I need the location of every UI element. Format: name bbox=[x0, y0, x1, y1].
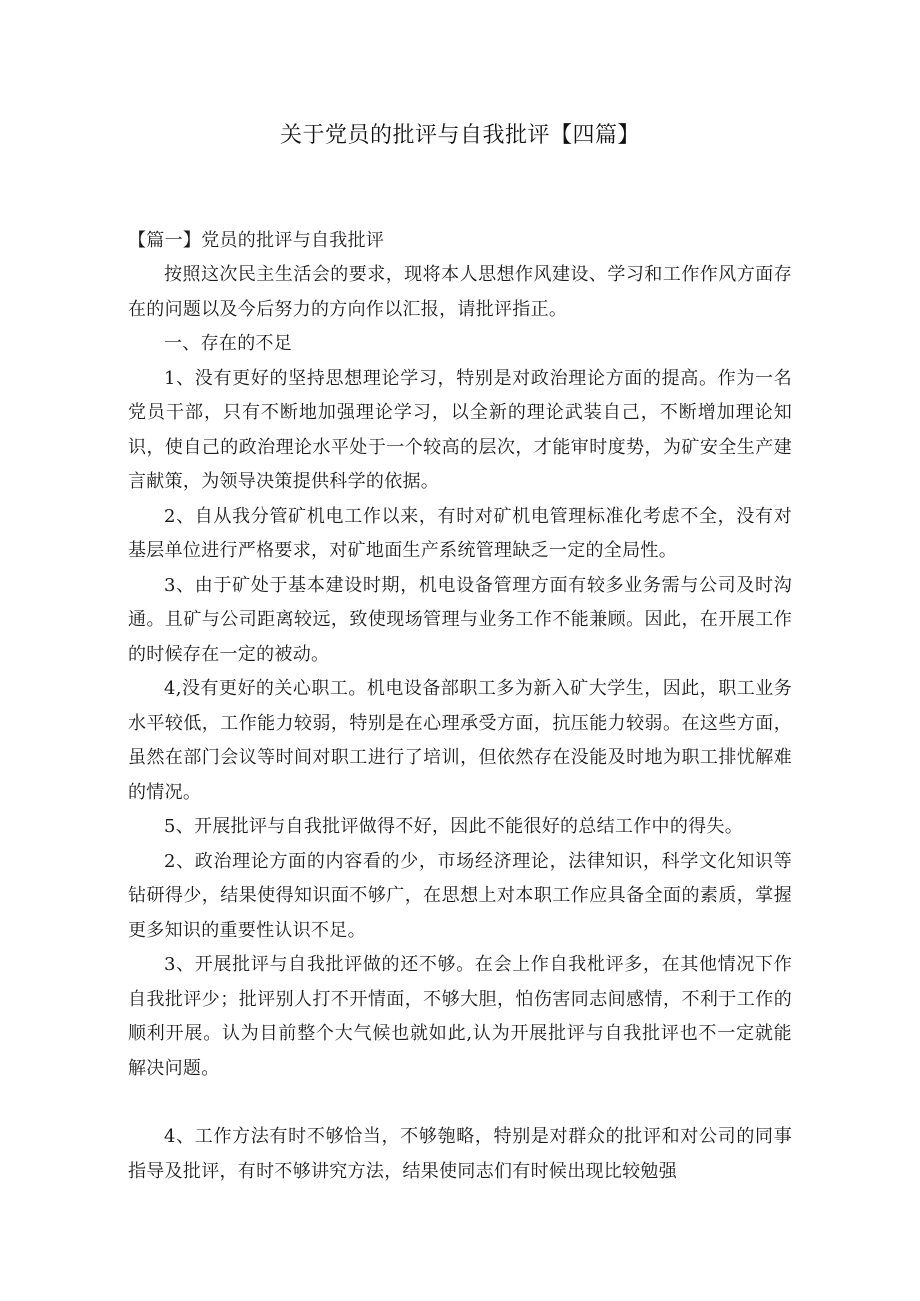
document-title: 关于党员的批评与自我批评【四篇】 bbox=[279, 123, 640, 148]
document-body bbox=[128, 224, 792, 1189]
paragraph-item-1: 1、没有更好的坚持思想理论学习，特别是对政治理论方面的提高。作为一名党员干部，只有不断地加强理论学习，以全新的理论武装自己，不断增加理论知识，使自己的政治理论水平处于一个较高的层次，才能审时度势，为矿安全生产建言献策，为领导决策提供科学的依据。 bbox=[128, 367, 792, 492]
paragraph-item-3b: 3、开展批评与自我批评做的还不够。在会上作自我枇评多，在其他情况下作自我批评少；批评别人打不开情面，不够大胆，怕伤害同志间感情，不利于工作的顺利开展。认为目前整个大气候也就如此,认为开展批评与自我批评也不一定就能解决问题。 bbox=[128, 954, 792, 1079]
paragraph-item-5: 5、开展批评与自我批评做得不好，因此不能很好的总结工作中的得失。 bbox=[164, 816, 744, 837]
paragraph-item-4b: 4、工作方法有时不够恰当，不够匏略，特别是对群众的批评和对公司的同事指导及批评，有时不够讲究方法，结果使同志们有时候出现比较勉强 bbox=[128, 1126, 792, 1182]
paragraph-item-4: 4,没有更好的关心职工。机电设备部职工多为新入矿大学生，因此，职工业务水平较低，工作能力较弱，特别是在心理承受方面，抗压能力较弱。在这些方面，虽然在部门会议等时间对职工进行了培训，但依然存在没能及时地为职工排忧解难的情况。 bbox=[128, 678, 792, 803]
paragraph-intro: 按照这次民主生活会的要求，现将本人思想作风建设、学习和工作作风方面存在的问题以及今后努力的方向作以汇报，请批评指正。 bbox=[128, 264, 792, 320]
paragraph-item-3: 3、由于矿处于基本建设时期，机电设备管理方面有较多业务需与公司及时沟通。且矿与公司距离较远，致使现场管理与业务工作不能兼顾。因此，在开展工作的时候存在一定的被动。 bbox=[128, 574, 792, 665]
section-heading: 【篇一】党员的批评与自我批评 bbox=[128, 230, 385, 251]
subheading-shortcomings: 一、存在的不足 bbox=[164, 333, 293, 354]
paragraph-item-2b: 2、政治理论方面的内容看的少，市场经济理论，法律知识，科学文化知识等钻研得少，结果使得知识面不够广，在思想上对本职工作应具备全面的素质，掌握更多知识的重要性认识不足。 bbox=[128, 850, 792, 941]
paragraph-item-2: 2、自从我分管矿机电工作以来，有时对矿机电管理标准化考虑不全，没有对基层单位进行严格要求，对矿地面生产系统管理缺乏一定的全局性。 bbox=[128, 505, 792, 561]
